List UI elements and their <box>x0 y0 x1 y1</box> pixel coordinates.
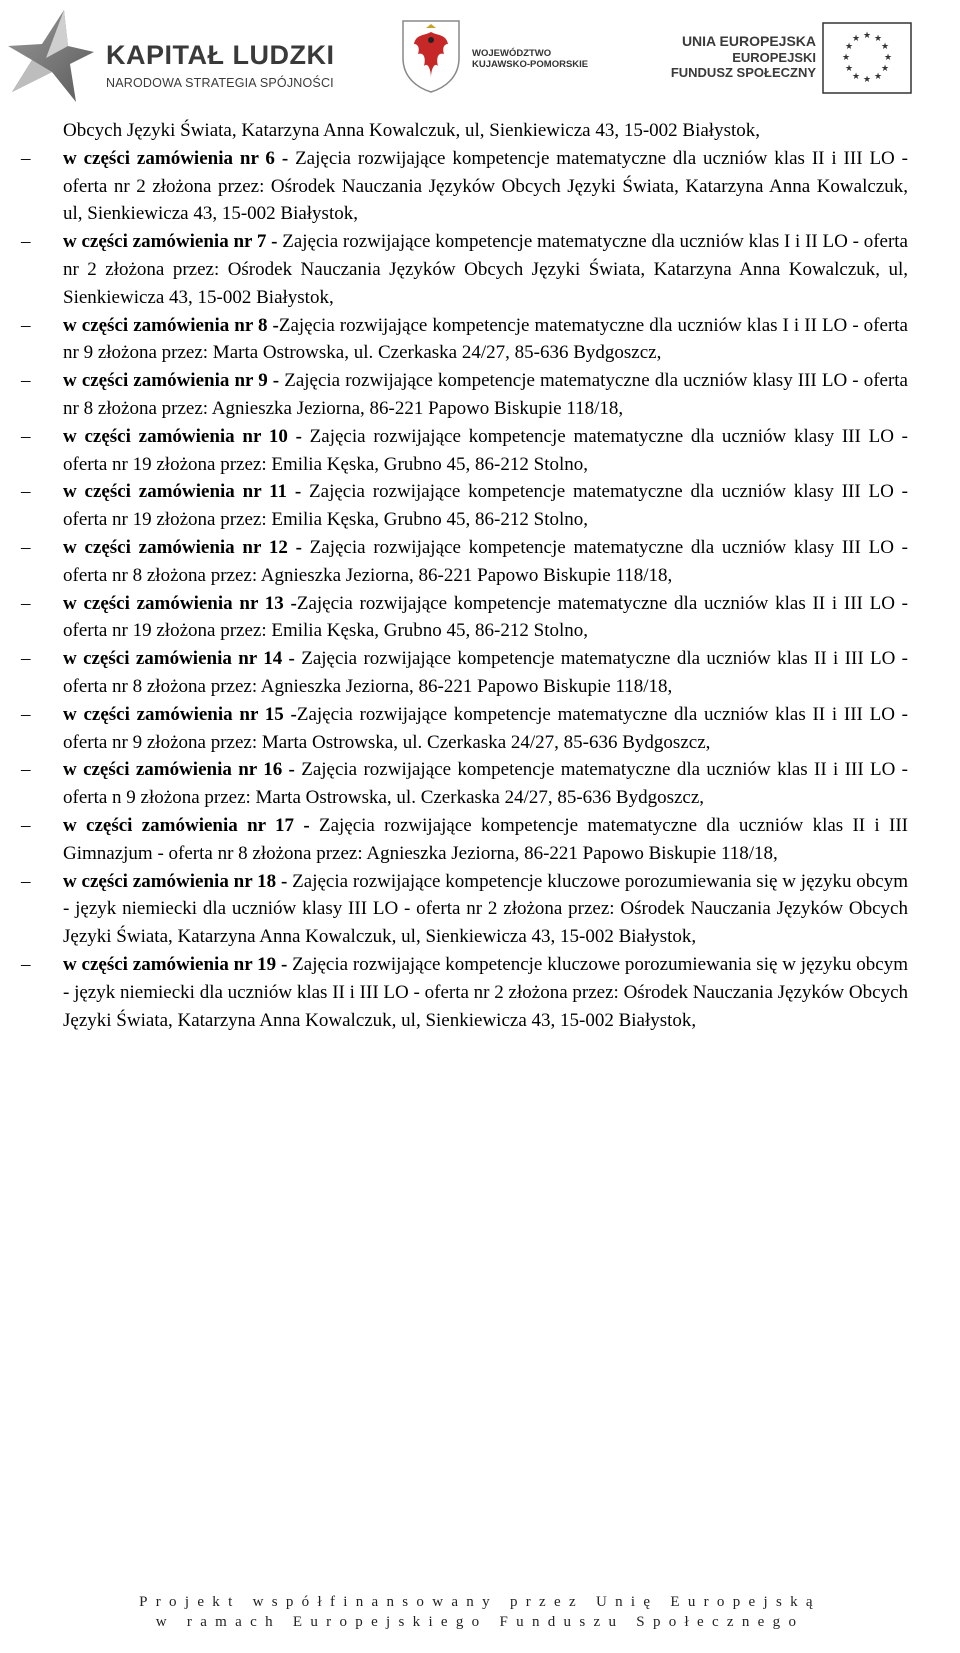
item-label: w części zamówienia nr 11 - <box>63 481 302 503</box>
wojewodztwo-line1: WOJEWÓDZTWO <box>472 48 552 59</box>
list-item <box>21 228 908 311</box>
award-list <box>21 145 908 1035</box>
list-dash: – <box>21 481 31 503</box>
list-item <box>21 367 908 423</box>
list-dash: – <box>21 759 31 781</box>
list-item <box>21 868 908 951</box>
list-dash: – <box>21 147 31 169</box>
item-text: Zajęcia rozwijające kompetencje matematyczne dla uczniów klas II i III LO - oferta nr 8 złożona przez: Agnieszka Jeziorna, 86-221 Papowo Biskupie 118/18, <box>63 648 908 697</box>
eu-line3: FUNDUSZ SPOŁECZNY <box>670 65 816 80</box>
item-text: Zajęcia rozwijające kompetencje matematyczne dla uczniów klasy III LO - oferta nr 19 złożona przez: Emilia Kęska, Grubno 45, 86-212 Stolno, <box>63 425 908 475</box>
svg-text:★: ★ <box>873 72 883 82</box>
item-text: Zajęcia rozwijające kompetencje matematyczne dla uczniów klas II i III LO - oferta n 9 złożona przez: Marta Ostrowska, ul. Czerkaska 24/27, 85-636 Bydgoszcz, <box>63 759 908 809</box>
list-dash: – <box>21 231 31 253</box>
eu-line2: EUROPEJSKI <box>732 49 816 65</box>
list-dash: – <box>21 314 31 336</box>
kapital-ludzki-logo <box>6 6 336 106</box>
kapital-ludzki-star-icon <box>6 6 96 106</box>
svg-text:★: ★ <box>862 75 872 85</box>
footer-line1: Projekt współfinansowany przez Unię Europejską <box>139 1594 821 1610</box>
list-dash: – <box>21 425 31 447</box>
footer-line2: w ramach Europejskiego Funduszu Społecznego <box>155 1614 805 1630</box>
list-dash: – <box>21 870 31 892</box>
item-text: Zajęcia rozwijające kompetencje kluczowe porozumiewania się w języku obcym - język niemiecki dla uczniów klas II i III LO - oferta nr 2 złożona przez: Ośrodek Nauczania Języków Obcych Języki Świata, Katarzyna Anna Kowalczuk, ul, Sienkiewicza 43, 15-002 Białystok, <box>63 953 908 1031</box>
item-text: Zajęcia rozwijające kompetencje matematyczne dla uczniów klas I i II LO - oferta nr 2 złożona przez: Ośrodek Nauczania Języków Obcych Języki Świata, Katarzyna Anna Kowalczuk, ul, Sienkiewicza 43, 15-002 Białystok, <box>63 231 908 308</box>
wojewodztwo-text <box>472 48 588 70</box>
eu-line1: UNIA EUROPEJSKA <box>681 33 816 49</box>
item-label: w części zamówienia nr 9 - <box>63 370 280 392</box>
list-item <box>21 951 908 1034</box>
page-footer <box>0 1592 960 1632</box>
item-text: Zajęcia rozwijające kompetencje matematyczne dla uczniów klasy III LO - oferta nr 8 złożona przez: Agnieszka Jeziorna, 86-221 Papowo Biskupie 118/18, <box>63 536 908 586</box>
list-dash: – <box>21 370 31 392</box>
eu-text <box>671 34 816 81</box>
item-text: Zajęcia rozwijające kompetencje matematyczne dla uczniów klas II i III LO - oferta nr 19 złożona przez: Emilia Kęska, Grubno 45, 86-212 Stolno, <box>63 592 908 642</box>
item-text: Zajęcia rozwijające kompetencje matematyczne dla uczniów klas II i III LO - oferta nr 9 złożona przez: Marta Ostrowska, ul. Czerkaska 24/27, 85-636 Bydgoszcz, <box>63 703 908 753</box>
list-dash: – <box>21 814 31 836</box>
coat-of-arms-icon <box>400 18 462 94</box>
page-header <box>0 0 960 110</box>
svg-text:★: ★ <box>880 42 890 52</box>
svg-text:★: ★ <box>880 64 890 74</box>
list-item <box>21 423 908 479</box>
list-item <box>21 590 908 646</box>
list-dash: – <box>21 703 31 725</box>
item-text: Zajęcia rozwijające kompetencje kluczowe porozumiewania się w języku obcym - język niemiecki dla uczniów klasy III LO - oferta nr 2 złożona przez: Ośrodek Nauczania Języków Obcych Języki Świata, Katarzyna Anna Kowalczuk, ul, Sienkiewicza 43, 15-002 Białystok, <box>63 870 908 948</box>
wojewodztwo-line2: KUJAWSKO-POMORSKIE <box>472 59 589 70</box>
list-dash: – <box>21 648 31 670</box>
list-dash: – <box>21 953 31 975</box>
document-body <box>21 117 908 1034</box>
item-label: w części zamówienia nr 15 - <box>63 703 297 725</box>
item-label: w części zamówienia nr 10 - <box>63 425 302 447</box>
svg-text:★: ★ <box>844 42 854 52</box>
item-label: w części zamówienia nr 7 - <box>63 231 278 253</box>
eu-flag-icon <box>822 22 912 94</box>
item-label: w części zamówienia nr 12 - <box>63 536 302 558</box>
list-dash: – <box>21 536 31 558</box>
list-item <box>21 701 908 757</box>
list-item <box>21 312 908 368</box>
item-text: Zajęcia rozwijające kompetencje matematyczne dla uczniów klasy III LO - oferta nr 19 złożona przez: Emilia Kęska, Grubno 45, 86-212 Stolno, <box>63 481 908 531</box>
kapital-ludzki-subtitle: NARODOWA STRATEGIA SPÓJNOŚCI <box>106 76 334 90</box>
item-label: w części zamówienia nr 14 - <box>63 648 295 670</box>
svg-text:★: ★ <box>862 31 872 41</box>
item-label: w części zamówienia nr 16 - <box>63 759 295 781</box>
svg-text:★: ★ <box>883 53 893 63</box>
svg-text:★: ★ <box>873 34 883 44</box>
svg-text:★: ★ <box>844 64 854 74</box>
item-label: w części zamówienia nr 8 - <box>63 314 279 336</box>
list-item <box>21 478 908 534</box>
item-label: w części zamówienia nr 13 - <box>63 592 297 614</box>
list-item <box>21 756 908 812</box>
intro-paragraph: Obcych Języki Świata, Katarzyna Anna Kowalczuk, ul, Sienkiewicza 43, 15-002 Białystok, <box>63 120 761 141</box>
svg-text:★: ★ <box>841 53 851 63</box>
item-label: w części zamówienia nr 6 - <box>63 147 289 169</box>
list-dash: – <box>21 592 31 614</box>
item-text: Zajęcia rozwijające kompetencje matematyczne dla uczniów klas II i III Gimnazjum - oferta nr 8 złożona przez: Agnieszka Jeziorna, 86-221 Papowo Biskupie 118/18, <box>63 814 908 864</box>
item-label: w części zamówienia nr 17 - <box>63 814 310 836</box>
svg-text:★: ★ <box>851 72 861 82</box>
kapital-ludzki-title: KAPITAŁ LUDZKI <box>106 40 335 70</box>
item-text: Zajęcia rozwijające kompetencje matematyczne dla uczniów klasy III LO - oferta nr 8 złożona przez: Agnieszka Jeziorna, 86-221 Papowo Biskupie 118/18, <box>63 370 908 419</box>
svg-text:★: ★ <box>851 34 861 44</box>
list-item <box>21 534 908 590</box>
list-item <box>21 645 908 701</box>
list-item <box>21 812 908 868</box>
item-text: Zajęcia rozwijające kompetencje matematyczne dla uczniów klas II i III LO - oferta nr 2 złożona przez: Ośrodek Nauczania Języków Obcych Języki Świata, Katarzyna Anna Kowalczuk, ul, Sienkiewicza 43, 15-002 Białystok, <box>63 147 908 225</box>
item-text: Zajęcia rozwijające kompetencje matematyczne dla uczniów klas I i II LO - oferta nr 9 złożona przez: Marta Ostrowska, ul. Czerkaska 24/27, 85-636 Bydgoszcz, <box>63 314 908 364</box>
wojewodztwo-logo <box>400 18 590 98</box>
eu-logo <box>620 22 920 102</box>
item-label: w części zamówienia nr 18 - <box>63 870 288 892</box>
item-label: w części zamówienia nr 19 - <box>63 953 288 975</box>
list-item <box>21 145 908 228</box>
